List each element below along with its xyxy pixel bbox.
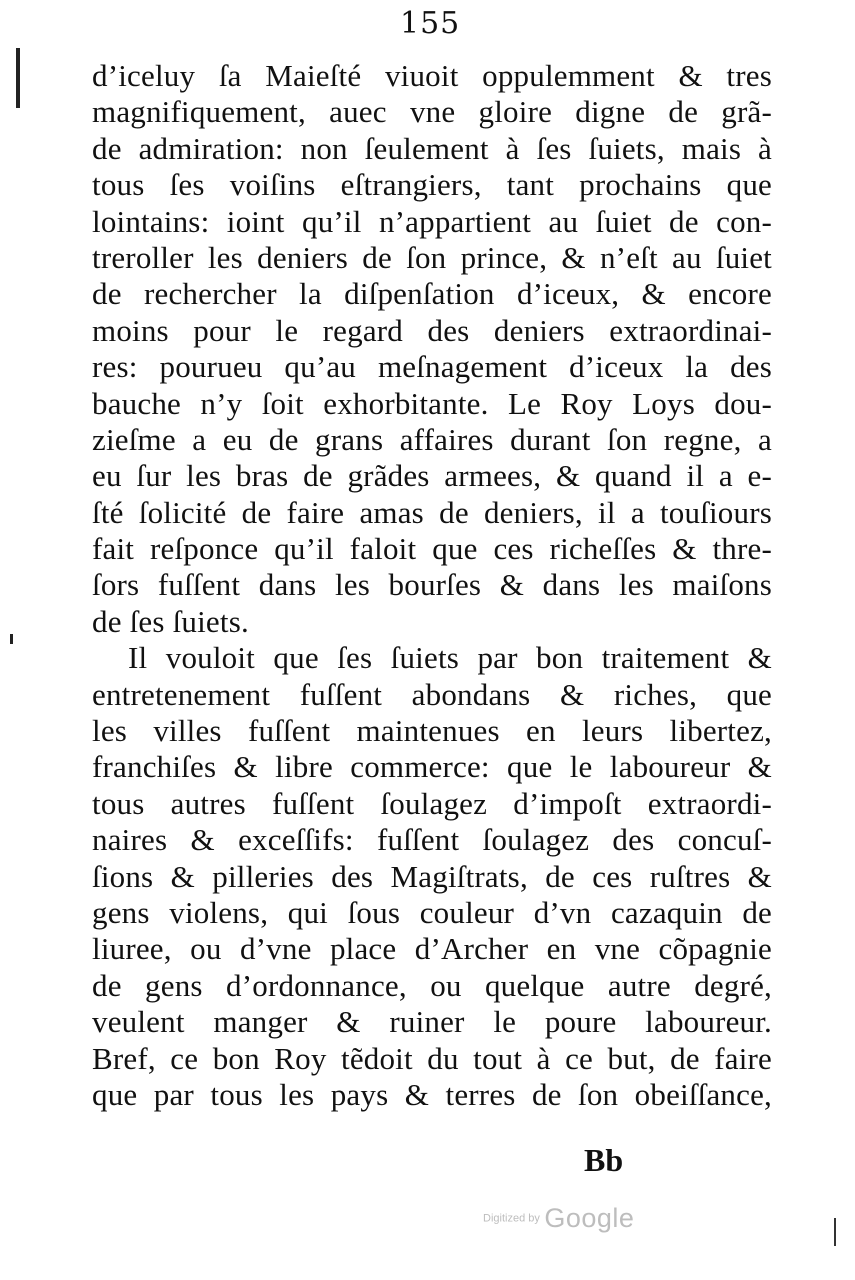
text-line: de rechercher la diſpenſation d’iceux, & encore [92, 276, 772, 312]
text-line: Bref, ce bon Roy tẽdoit du tout à ce but, de faire [92, 1040, 772, 1076]
text-line: Il vouloit que ſes ſuiets par bon traitement & [128, 640, 772, 676]
text-line: eu ſur les bras de grãdes armees, & quand il a e- [92, 458, 772, 494]
text-line: que par tous les pays & terres de ſon obeiſſance, [92, 1076, 772, 1112]
text-line: moins pour le regard des deniers extraordinai- [92, 312, 772, 348]
text-line: ſions & pilleries des Magiſtrats, de ces ruſtres & [92, 858, 772, 894]
text-line: d’iceluy ſa Maieſté viuoit oppulemment & tres [92, 58, 772, 93]
text-line: zieſme a eu de grans affaires durant ſon regne, a [92, 421, 772, 457]
text-line: gens violens, qui ſous couleur d’vn cazaquin de [92, 894, 772, 930]
text-line: de gens d’ordonnance, ou quelque autre degré, [92, 967, 772, 1003]
text-line: entretenement fuſſent abondans & riches, que [92, 676, 772, 712]
text-line: ſors fuſſent dans les bourſes & dans les maiſons [92, 567, 772, 603]
margin-ink-mark [834, 1218, 836, 1246]
page-number: 155 [400, 6, 461, 41]
text-line: lointains: ioint qu’il n’appartient au ſuiet de con- [92, 203, 772, 239]
text-line: franchiſes & libre commerce: que le laboureur & [92, 749, 772, 785]
text-line: bauche n’y ſoit exhorbitante. Le Roy Loys dou- [92, 385, 772, 421]
text-line: magnifiquement, auec vne gloire digne de grã- [92, 94, 772, 130]
text-line: tous ſes voiſins eſtrangiers, tant prochains que [92, 167, 772, 203]
text-line: les villes fuſſent maintenues en leurs libertez, [92, 713, 772, 749]
signature-mark: Bb [584, 1142, 624, 1178]
text-line: ſté ſolicité de faire amas de deniers, il a touſiours [92, 494, 772, 530]
text-line: res: pourueu qu’au meſnagement d’iceux la des [92, 349, 772, 385]
text-line: veulent manger & ruiner le poure laboureur. [92, 1004, 772, 1040]
digitized-watermark [483, 1203, 634, 1234]
body-text [92, 58, 772, 1113]
watermark-prefix: Digitized by [483, 1212, 540, 1225]
text-line: liuree, ou d’vne place d’Archer en vne cõpagnie [92, 931, 772, 967]
text-line: tous autres fuſſent ſoulagez d’impoſt extraordi- [92, 785, 772, 821]
text-line: naires & exceſſifs: fuſſent ſoulagez des concuſ- [92, 822, 772, 858]
text-line: de admiration: non ſeulement à ſes ſuiets, mais à [92, 130, 772, 166]
text-line: fait reſponce qu’il faloit que ces richeſſes & thre- [92, 531, 772, 567]
watermark-brand: Google [544, 1203, 635, 1233]
text-line: de ſes ſuiets. [92, 603, 249, 639]
margin-ink-mark [16, 48, 20, 108]
margin-ink-mark [10, 634, 13, 644]
text-line: treroller les deniers de ſon prince, & n’eſt au ſuiet [92, 239, 772, 275]
